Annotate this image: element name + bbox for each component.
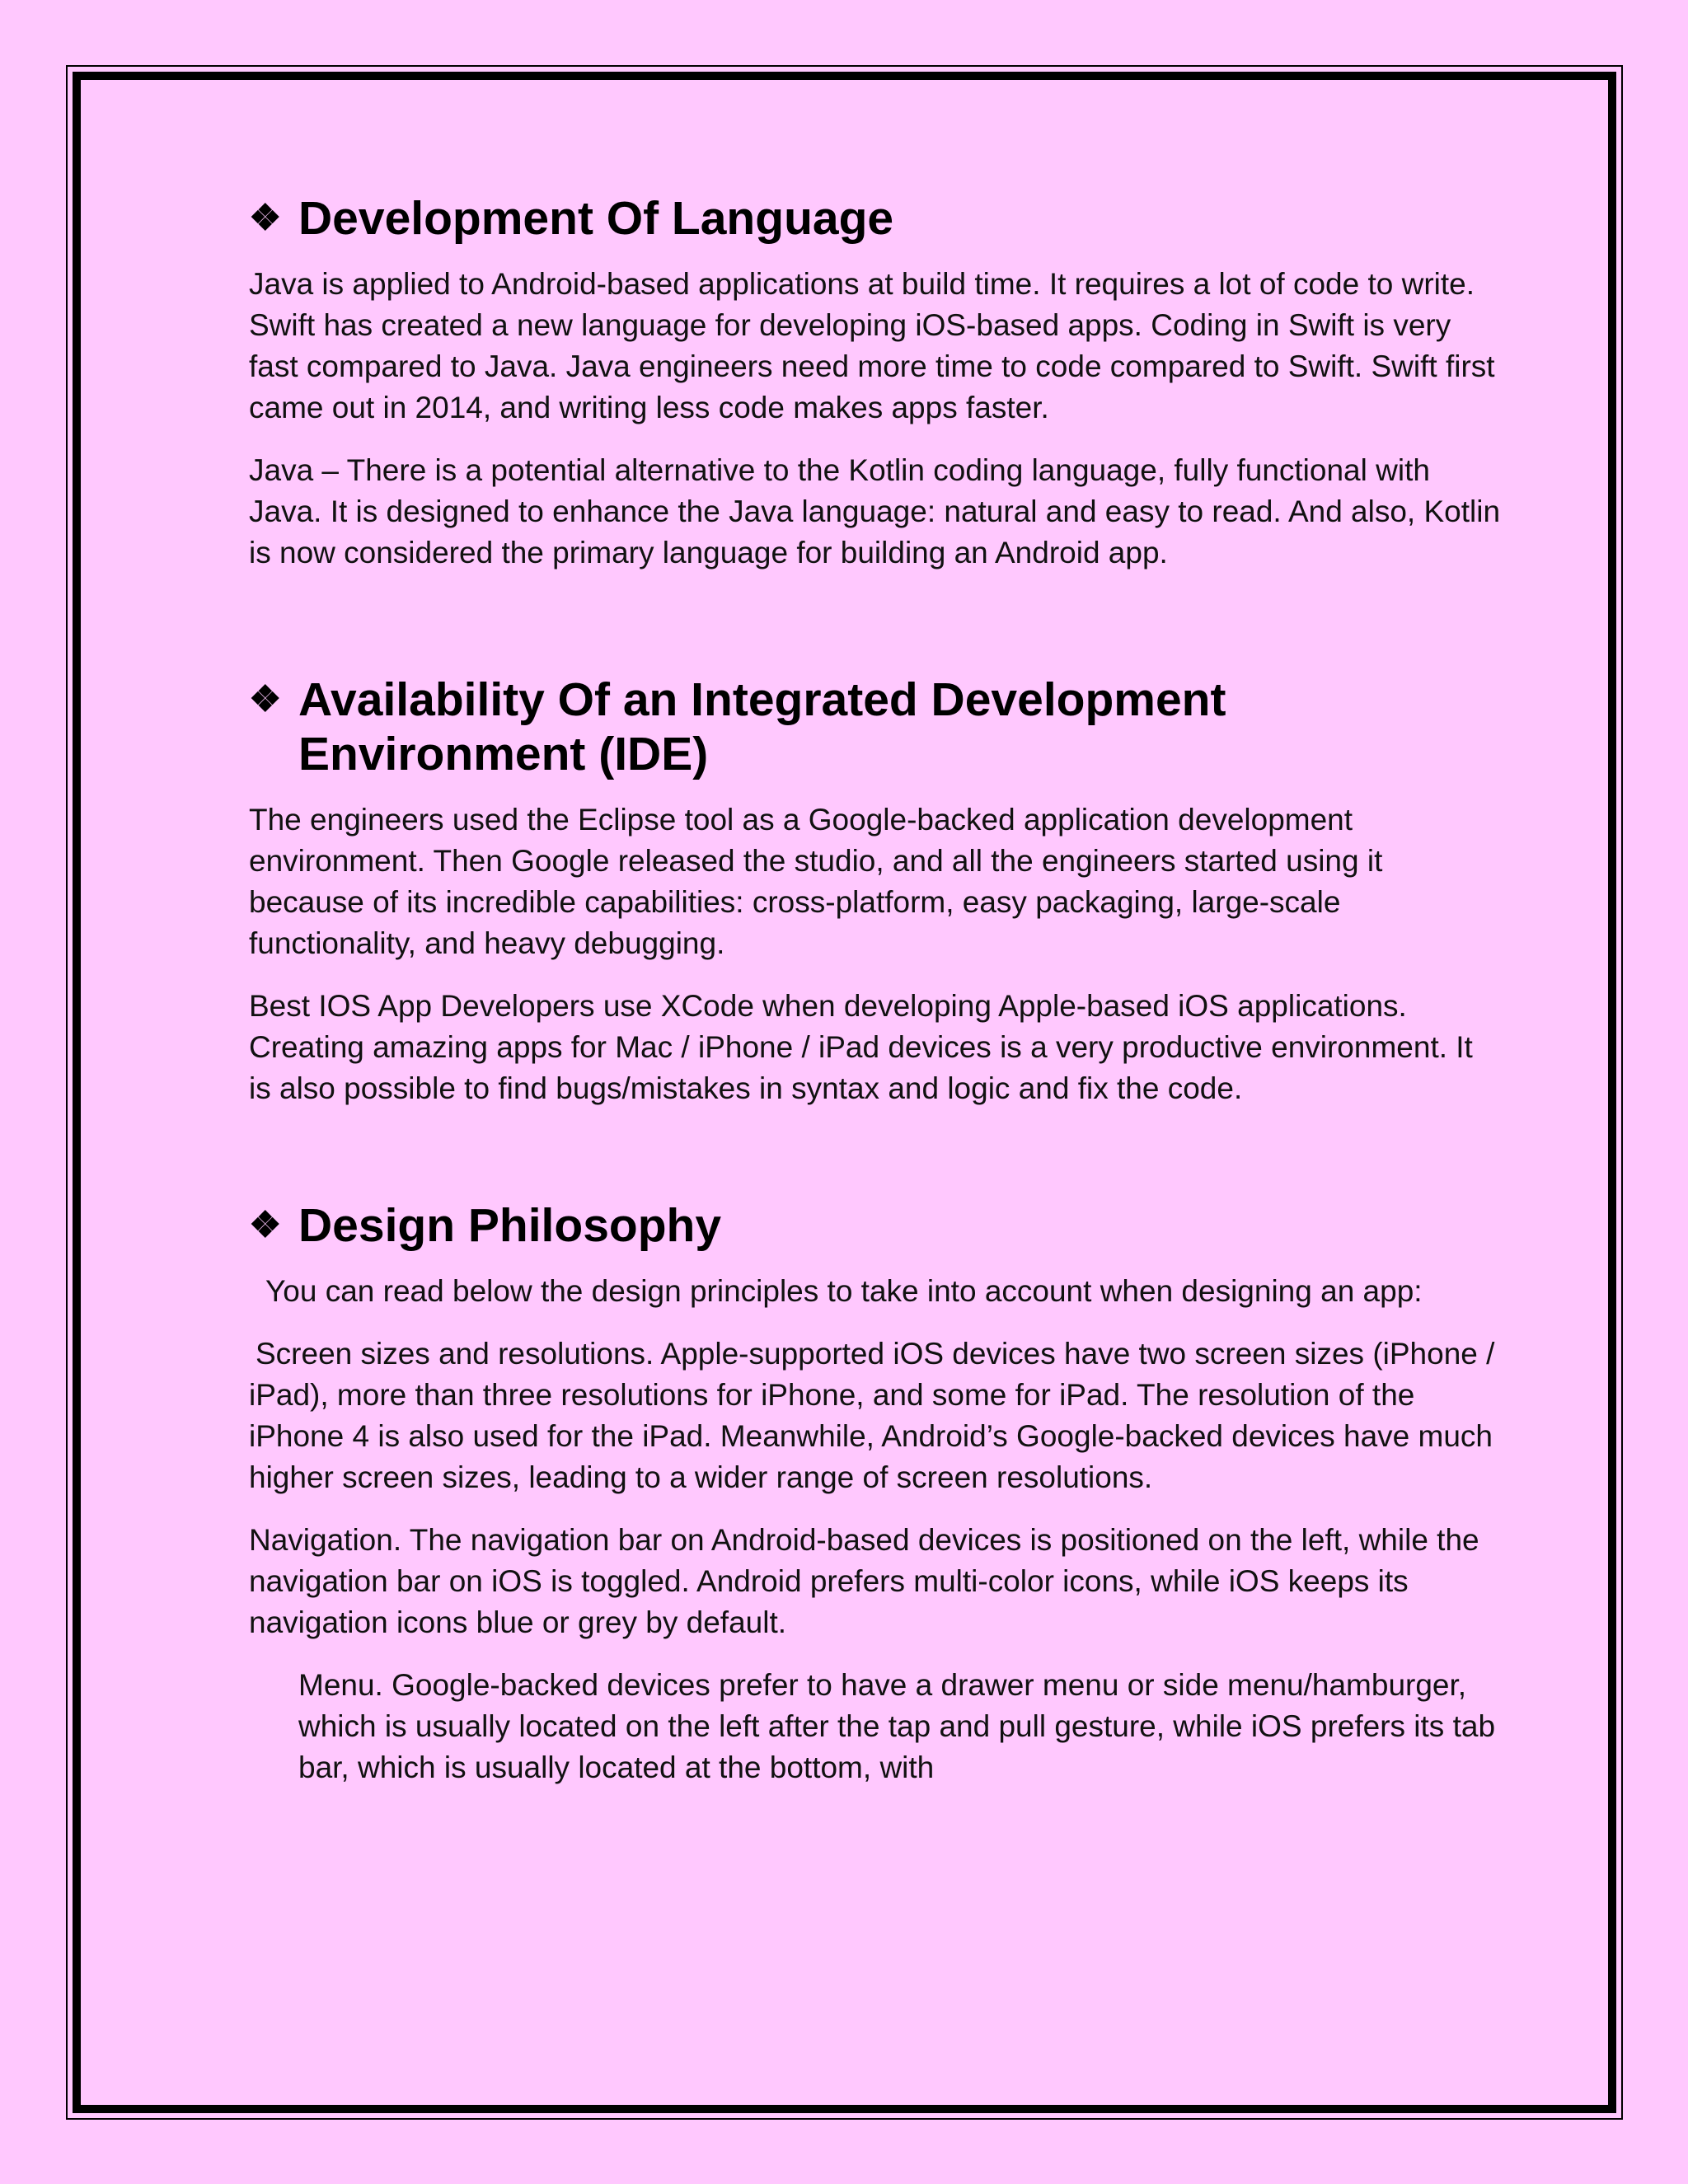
paragraph: Java is applied to Android-based applications at build time. It requires a lot of code to write. Swift has created a new language for developing iOS-based apps. Coding in Swift is very fast compared to Java. Java engineers need more time to code compared to Swift. Swift first came out in 2014, and writing less code makes apps faster. — [249, 267, 1495, 424]
diamond-bullet-icon: ❖ — [249, 1205, 282, 1245]
diamond-bullet-icon: ❖ — [249, 679, 282, 719]
paragraph: Navigation. The navigation bar on Android-based devices is positioned on the left, while the navigation bar on iOS is toggled. Android prefers multi-color icons, while iOS keeps its navigation icons blue or grey by default. — [249, 1523, 1479, 1639]
paragraph: You can read below the design principles to take into account when designing an app: — [265, 1274, 1423, 1308]
section-ide-availability — [249, 673, 1502, 1109]
section-heading — [249, 191, 1502, 246]
paragraph: The engineers used the Eclipse tool as a Google-backed application development environment. Then Google released the studio, and all the engineers started using it because of its incredible capabilities: cross-platform, easy packaging, large-scale functionality, and heavy debugging. — [249, 803, 1383, 960]
paragraph-indented: Menu. Google-backed devices prefer to have a drawer menu or side menu/hamburger, which is usually located on the left after the tap and pull gesture, while iOS prefers its tab bar, which is usually located at the bottom, with — [298, 1668, 1496, 1784]
section-development-of-language — [249, 191, 1502, 574]
section-design-philosophy — [249, 1198, 1502, 1788]
section-heading — [249, 673, 1502, 781]
section-title: Development Of Language — [298, 192, 894, 245]
section-title: Design Philosophy — [298, 1199, 722, 1252]
diamond-bullet-icon: ❖ — [249, 198, 282, 238]
paragraph: Screen sizes and resolutions. Apple-supported iOS devices have two screen sizes (iPhone / iPad), more than three resolutions for iPhone, and some for iPad. The resolution of the iPhone 4 is also used for the iPad. Meanwhile, Android’s Google-backed devices have much higher screen sizes, leading to a wider range of screen resolutions. — [249, 1337, 1495, 1494]
section-heading — [249, 1198, 1502, 1253]
section-title: Availability Of an Integrated Development Environment (IDE) — [298, 673, 1226, 780]
paragraph: Best IOS App Developers use XCode when developing Apple-based iOS applications. Creating amazing apps for Mac / iPhone / iPad devices is a very productive environment. It is also possible to find bugs/mistakes in syntax and logic and fix the code. — [249, 989, 1473, 1105]
document-body — [249, 191, 1502, 1788]
paragraph: Java – There is a potential alternative to the Kotlin coding language, fully functional with Java. It is designed to enhance the Java language: natural and easy to read. And also, Kotlin is now considered the primary language for building an Android app. — [249, 453, 1501, 569]
